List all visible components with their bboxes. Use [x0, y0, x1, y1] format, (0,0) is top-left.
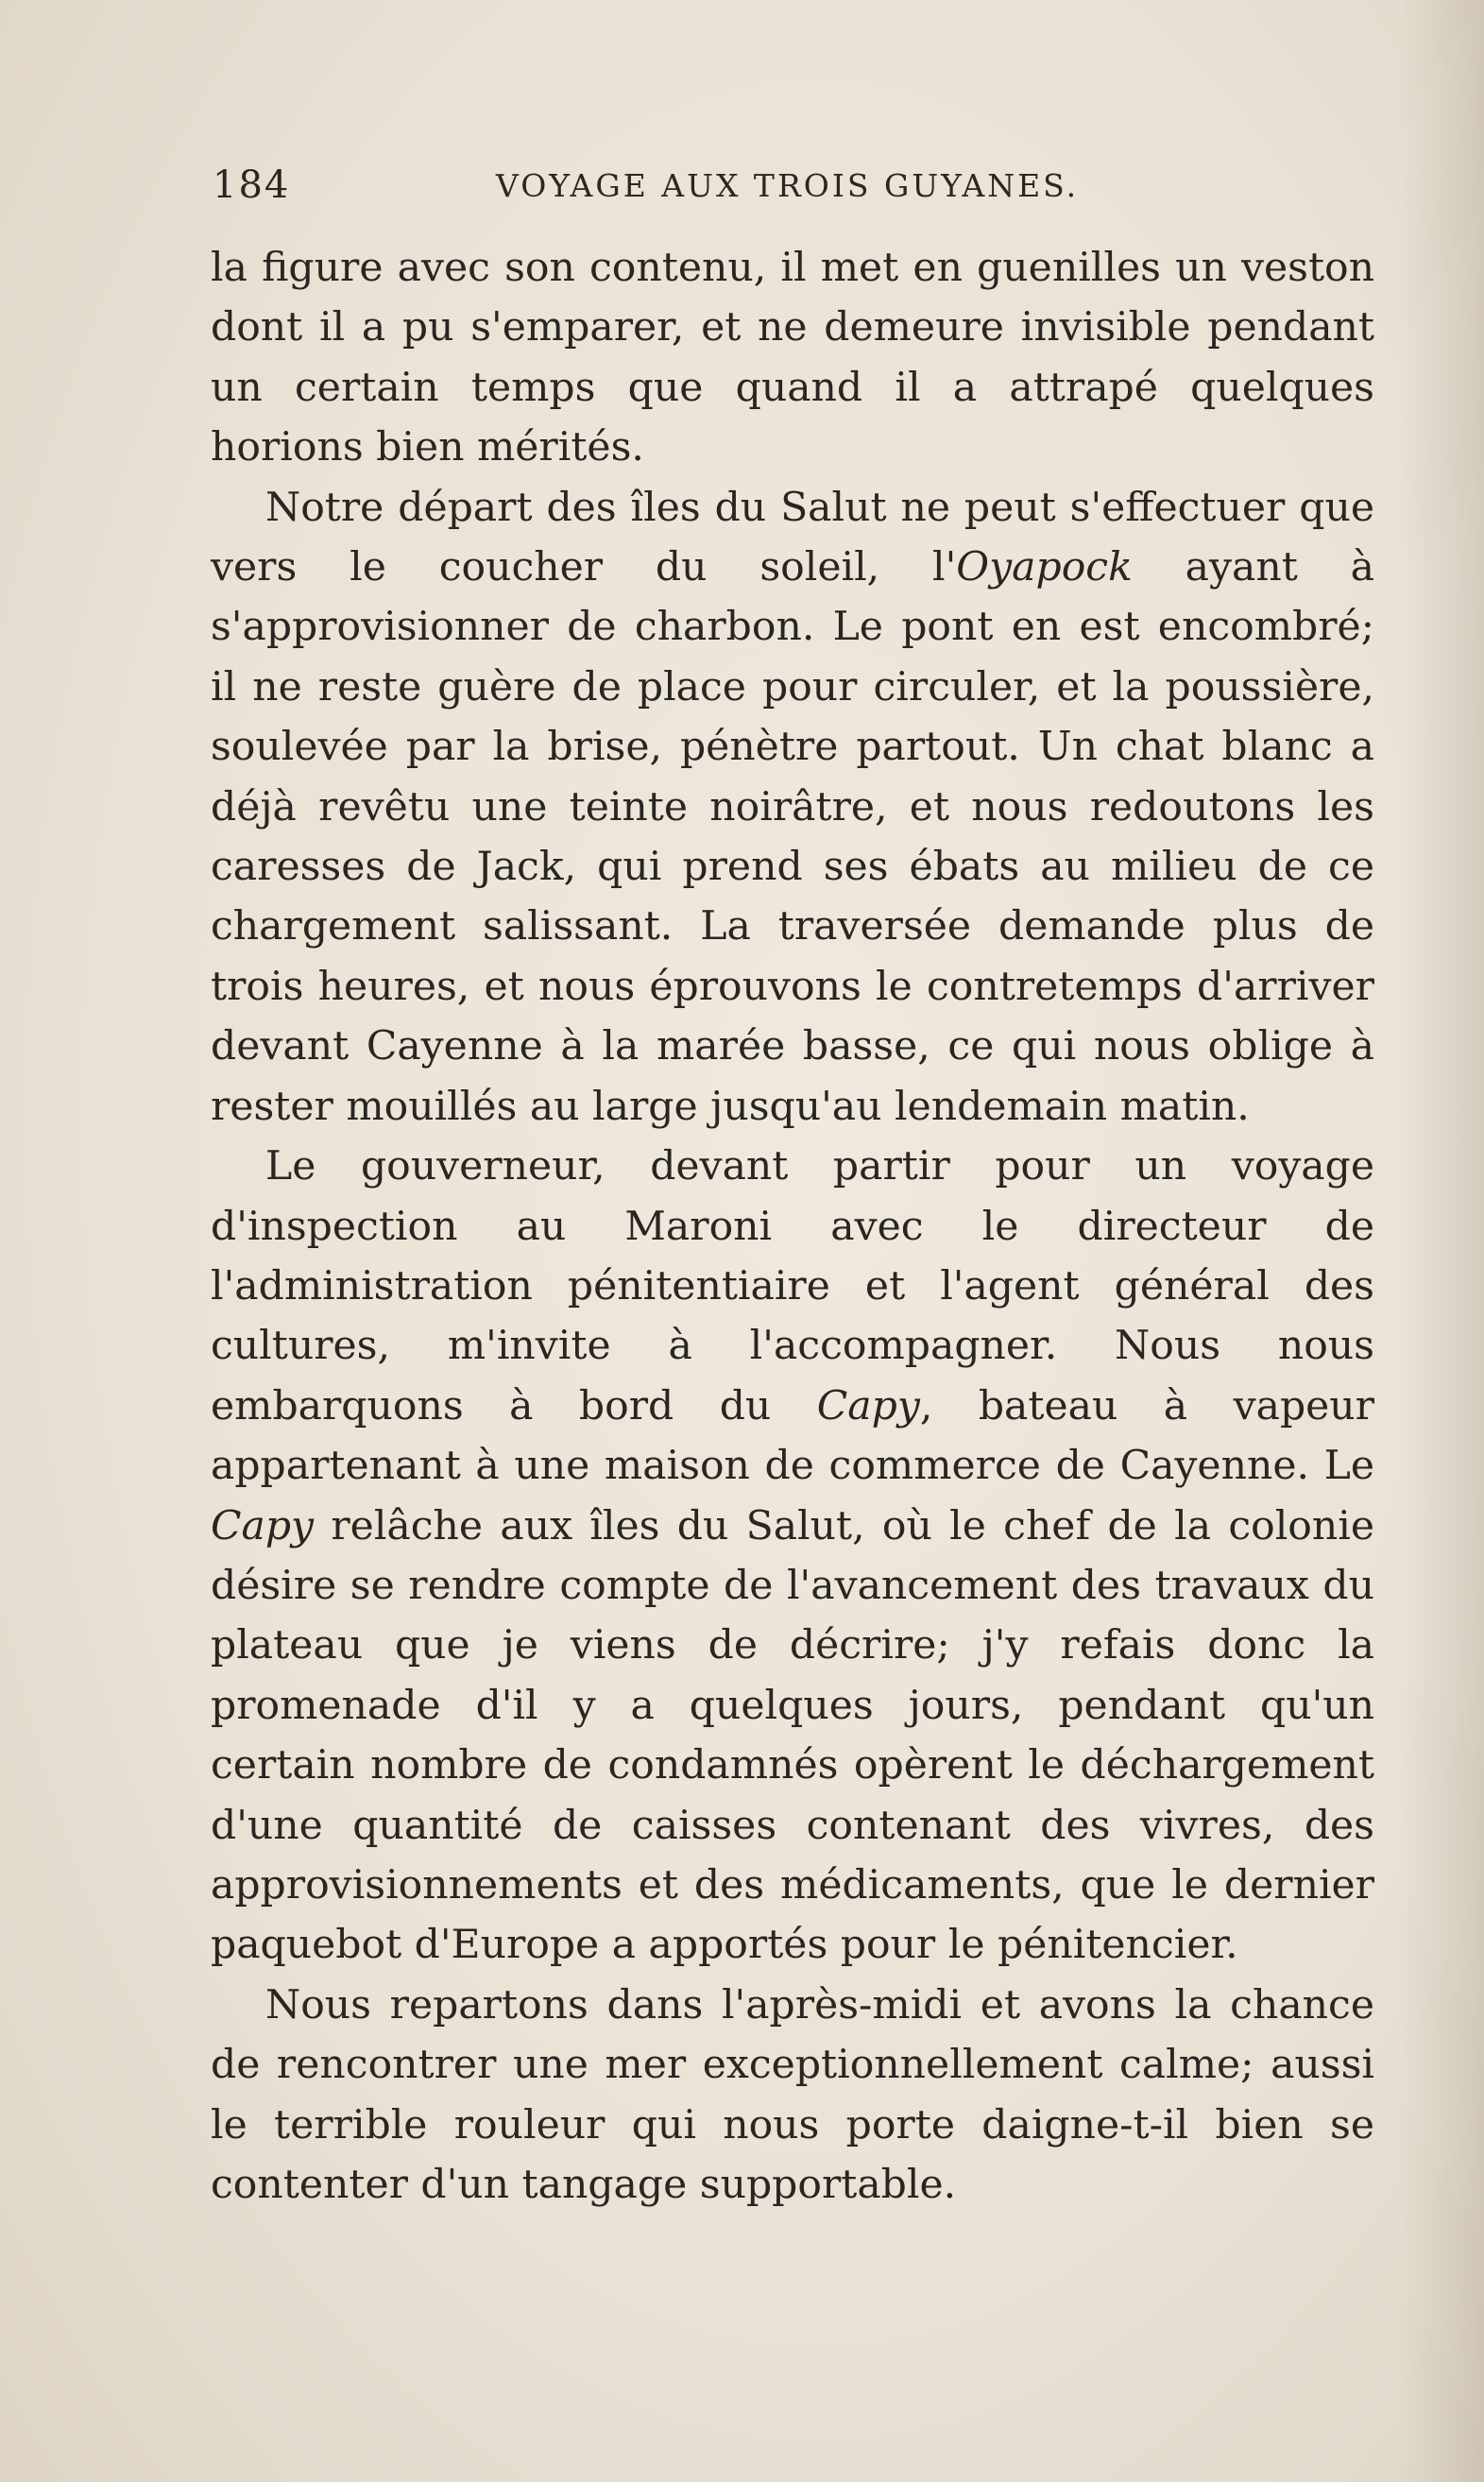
- ship-name-capy: Capy: [816, 1382, 920, 1429]
- ship-name-capy-2: Capy: [211, 1502, 315, 1549]
- running-title: VOYAGE AUX TROIS GUYANES.: [496, 167, 1080, 204]
- running-head: [213, 156, 1374, 222]
- page-number: 184: [213, 163, 291, 207]
- paragraph-4-text: Nous repartons dans l'après-midi et avons la chance de rencontrer une mer exceptionnellement calme; aussi le terrible rouleur qui nous porte daigne-t-il bien se contenter d'un tangage supportable.: [211, 1981, 1374, 2208]
- paragraph-2-text-a: Notre départ des îles du Salut ne peut s'effectuer que vers le coucher du soleil, l': [211, 484, 1374, 591]
- body-text: [211, 238, 1374, 2215]
- paragraph-3-text-a: Le gouverneur, devant partir pour un voyage d'inspection au Maroni avec le directeur de l'administration pénitentiaire et l'agent général des cultures, m'invite à l'accompagner. Nous nous embarquons à bord du: [211, 1143, 1374, 1429]
- paragraph-3: [211, 1137, 1374, 1976]
- ship-name-oyapock: Oyapock: [956, 544, 1133, 591]
- paragraph-4: [211, 1976, 1374, 2216]
- page-edge-shadow: [1399, 0, 1484, 2482]
- paragraph-1-text: la figure avec son contenu, il met en guenilles un veston dont il a pu s'emparer, et ne demeure invisible pendant un certain temps que quand il a attrapé quelques horions bien mérités.: [211, 245, 1374, 471]
- paragraph-3-text-c: relâche aux îles du Salut, où le chef de la colonie désire se rendre compte de l'avancement des travaux du plateau que je viens de décrire; j'y refais donc la promenade d'il y a quelques jours, pendant qu'un certain nombre de condamnés opèrent le déchargement d'une quantité de caisses contenant des vivres, des approvisionnements et des médicaments, que le dernier paquebot d'Europe a apportés pour le pénitencier.: [211, 1502, 1374, 1969]
- paragraph-2: [211, 478, 1374, 1137]
- paragraph-3-text-b: , bateau à vapeur appartenant à une maison de commerce de Cayenne. Le: [211, 1382, 1374, 1490]
- paragraph-1: [211, 238, 1374, 478]
- paragraph-2-text-b: ayant à s'approvisionner de charbon. Le pont en est encombré; il ne reste guère de place pour circuler, et la poussière, soulevée par la brise, pénètre partout. Un chat blanc a déjà revêtu une teinte noirâtre, et nous redoutons les caresses de Jack, qui prend ses ébats au milieu de ce chargement salissant. La traversée demande plus de trois heures, et nous éprouvons le contretemps d'arriver devant Cayenne à la marée basse, ce qui nous oblige à rester mouillés au large jusqu'au lendemain matin.: [211, 544, 1374, 1130]
